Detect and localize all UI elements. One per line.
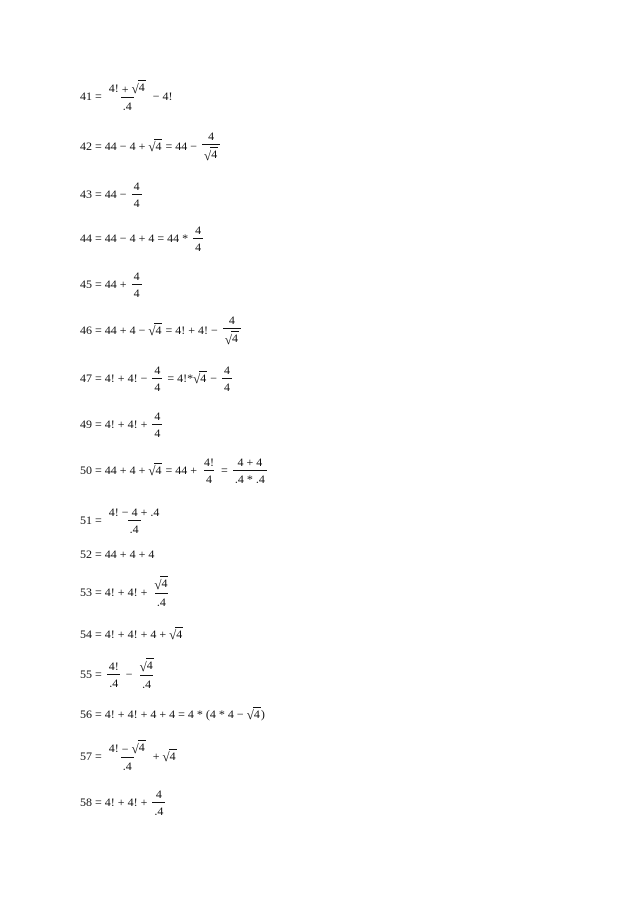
term: 45 — [80, 276, 92, 291]
term: 43 — [80, 186, 92, 201]
operator: = — [95, 370, 102, 385]
equation-51 — [80, 504, 163, 536]
operator: + — [138, 230, 146, 245]
term: 4! — [104, 584, 115, 599]
operator: = — [95, 276, 102, 291]
term: 4 — [150, 626, 157, 641]
denominator — [193, 238, 203, 253]
operator: − — [119, 186, 127, 201]
operator: = — [95, 88, 102, 103]
equation-41 — [80, 80, 173, 113]
radical-sign-icon: √ — [139, 658, 147, 674]
fraction — [152, 410, 162, 439]
term: .4 — [154, 803, 164, 818]
operator: * — [196, 706, 203, 721]
radical-sign-icon: √ — [162, 749, 170, 765]
numerator — [222, 364, 232, 378]
operator: + — [117, 626, 125, 641]
term: 4! — [104, 370, 115, 385]
operator: + — [140, 706, 148, 721]
operator: = — [95, 322, 102, 337]
term: 4 — [208, 129, 215, 144]
term: 4 — [187, 706, 194, 721]
term: 4! — [127, 416, 138, 431]
denominator — [140, 675, 153, 690]
numerator — [193, 224, 203, 238]
operator: + — [117, 416, 125, 431]
equation-47 — [80, 362, 234, 394]
fraction — [107, 80, 148, 111]
term: 4 — [133, 268, 140, 283]
operator: * — [182, 230, 189, 245]
equation-53 — [80, 576, 172, 609]
term: 4!* — [177, 370, 194, 385]
denominator — [132, 194, 142, 209]
operator: − — [119, 230, 127, 245]
term: 4 — [133, 285, 140, 300]
operator: + — [159, 626, 167, 641]
radicand: 4 — [146, 658, 153, 673]
operator: + — [119, 462, 127, 477]
equation-58 — [80, 786, 167, 818]
term: 4! — [127, 794, 138, 809]
radicand: 4 — [231, 331, 238, 346]
term: 4 — [224, 362, 231, 377]
operator: + — [140, 584, 148, 599]
denominator — [223, 328, 241, 345]
term: 46 — [80, 322, 92, 337]
denominator — [202, 144, 220, 161]
operator: + — [246, 454, 254, 469]
square-root — [132, 740, 146, 754]
term: 4! — [104, 706, 115, 721]
term: 4 — [169, 706, 176, 721]
denominator — [233, 470, 267, 485]
denominator — [152, 378, 162, 393]
term: .4 — [129, 521, 139, 536]
radical-sign-icon: √ — [154, 576, 162, 592]
term: 4! — [108, 741, 119, 756]
term: 44 — [104, 138, 117, 153]
term: 4 — [154, 362, 161, 377]
term: 4 — [129, 462, 136, 477]
equation-57 — [80, 740, 177, 773]
square-root — [169, 627, 183, 641]
operator: − — [121, 741, 129, 756]
term: 4! — [104, 626, 115, 641]
term: 57 — [80, 748, 92, 763]
radicand: 4 — [169, 748, 176, 763]
square-root — [148, 463, 162, 477]
term: 44 — [104, 546, 117, 561]
term: .4 — [122, 98, 132, 113]
term: 4 — [129, 322, 136, 337]
fraction — [132, 270, 142, 299]
operator: + — [140, 794, 148, 809]
operator: + — [121, 81, 129, 96]
term: 4 — [256, 454, 263, 469]
equation-50 — [80, 454, 269, 486]
operator: = — [167, 370, 175, 385]
operator: − — [210, 370, 218, 385]
term: .4 — [156, 594, 166, 609]
square-root — [140, 658, 154, 672]
term: 53 — [80, 584, 92, 599]
denominator — [152, 424, 162, 439]
term: 4! — [204, 454, 215, 469]
term: 4! — [175, 322, 186, 337]
term: 4 — [150, 706, 157, 721]
term: 4 — [209, 706, 216, 721]
numerator — [206, 130, 216, 144]
operator: = — [95, 626, 102, 641]
operator: + — [138, 546, 146, 561]
square-root — [154, 576, 168, 590]
radical-sign-icon: √ — [204, 147, 212, 163]
denominator — [132, 284, 142, 299]
operator: = — [95, 462, 102, 477]
denominator — [222, 378, 232, 393]
radical-sign-icon: √ — [148, 323, 156, 339]
term: 4! — [198, 322, 209, 337]
equation-42 — [80, 129, 222, 163]
term: 4! — [127, 584, 138, 599]
operator: = — [95, 748, 102, 763]
operator: + — [159, 706, 167, 721]
operator: − — [152, 88, 160, 103]
numerator — [152, 364, 162, 378]
term: 44 — [104, 462, 117, 477]
term: 50 — [80, 462, 92, 477]
operator: + — [188, 322, 196, 337]
equation-52 — [80, 542, 154, 566]
term: 44 — [104, 230, 117, 245]
term: 44 — [80, 230, 92, 245]
term: 58 — [80, 794, 92, 809]
term: 4 — [131, 504, 138, 519]
operator: + — [117, 706, 125, 721]
operator: + — [190, 462, 198, 477]
fraction — [107, 506, 162, 535]
operator: = — [221, 462, 228, 477]
term: 4 — [224, 379, 231, 394]
term: 4 — [195, 239, 202, 254]
term: 4 — [237, 454, 244, 469]
operator: + — [140, 416, 148, 431]
term: .4 — [150, 504, 160, 519]
term: 4 — [154, 425, 161, 440]
operator: = — [95, 794, 102, 809]
term: 44 — [104, 276, 117, 291]
term: 4! — [108, 81, 119, 96]
equation-55 — [80, 658, 158, 691]
term: 4 — [227, 706, 234, 721]
square-root — [132, 80, 146, 94]
fraction — [202, 130, 220, 161]
term: 4! — [104, 794, 115, 809]
term: 4 — [148, 546, 155, 561]
term: .4 — [142, 676, 152, 691]
equation-45 — [80, 268, 144, 300]
term: 44 — [104, 186, 117, 201]
term: 4 — [155, 786, 162, 801]
operator: − — [211, 322, 218, 337]
numerator — [132, 180, 142, 194]
operator: − — [236, 706, 244, 721]
radicand: 4 — [200, 370, 207, 385]
numerator — [152, 410, 162, 424]
square-root — [193, 371, 207, 385]
operator: = — [95, 230, 102, 245]
square-root — [225, 331, 239, 345]
radical-sign-icon: √ — [224, 331, 232, 347]
operator: + — [138, 138, 146, 153]
operator: = — [95, 512, 102, 527]
equation-46 — [80, 313, 243, 347]
operator: = — [95, 186, 102, 201]
term: 49 — [80, 416, 92, 431]
numerator — [227, 314, 237, 328]
term: 4 — [195, 222, 202, 237]
numerator — [132, 270, 142, 284]
numerator — [235, 456, 264, 470]
fraction — [107, 740, 148, 771]
numerator — [107, 660, 121, 674]
operator: − — [125, 666, 133, 681]
numerator — [138, 658, 156, 674]
operator: + — [117, 584, 125, 599]
numerator — [152, 576, 170, 592]
term: 55 — [80, 666, 92, 681]
fraction — [222, 364, 232, 393]
radicand: 4 — [155, 138, 162, 153]
operator: = — [157, 230, 165, 245]
radicand: 4 — [155, 322, 162, 337]
denominator — [121, 97, 134, 112]
term: 4 — [148, 230, 155, 245]
term: 44 — [167, 230, 180, 245]
term: 4 — [129, 546, 136, 561]
term: 47 — [80, 370, 92, 385]
fraction — [152, 364, 162, 393]
term: 4! — [162, 88, 173, 103]
numerator — [107, 740, 148, 756]
denominator — [155, 593, 168, 608]
term: 44 — [175, 138, 188, 153]
operator: * — [218, 706, 225, 721]
equation-49 — [80, 408, 164, 440]
operator: = — [95, 416, 102, 431]
operator: = — [165, 322, 173, 337]
square-root — [204, 147, 218, 161]
denominator — [107, 674, 120, 689]
term: .4 — [122, 758, 132, 773]
operator: + — [119, 276, 127, 291]
radical-sign-icon: √ — [131, 740, 139, 756]
radical-sign-icon: √ — [246, 707, 254, 723]
fraction — [132, 180, 142, 209]
equation-56 — [80, 702, 265, 726]
term: 4 — [133, 195, 140, 210]
term: .4 — [255, 471, 265, 486]
term: 56 — [80, 706, 92, 721]
term: 44 — [104, 322, 117, 337]
operator: = — [95, 584, 102, 599]
operator: + — [119, 322, 127, 337]
term: .4 — [109, 675, 119, 690]
operator: + — [140, 504, 148, 519]
operator: + — [140, 626, 148, 641]
fraction — [223, 314, 241, 345]
operator: = — [165, 462, 173, 477]
operator: − — [138, 322, 146, 337]
term: 4 — [129, 230, 136, 245]
fraction — [202, 456, 216, 485]
term: 4 — [206, 471, 213, 486]
fraction — [152, 576, 170, 607]
radicand: 4 — [253, 706, 260, 721]
term: 52 — [80, 546, 92, 561]
fraction — [152, 788, 165, 817]
term: 4 — [228, 313, 235, 328]
fraction — [193, 224, 203, 253]
operator: − — [140, 370, 148, 385]
radical-sign-icon: √ — [193, 371, 201, 387]
term: 42 — [80, 138, 92, 153]
numerator — [154, 788, 164, 802]
term: 41 — [80, 88, 92, 103]
operator: − — [121, 504, 129, 519]
radicand: 4 — [211, 147, 218, 162]
term: 4! — [104, 416, 115, 431]
term: 4! — [108, 658, 119, 673]
term: 4 — [154, 408, 161, 423]
operator: = — [95, 138, 102, 153]
operator: = — [95, 546, 102, 561]
operator: = — [178, 706, 185, 721]
term: 4! — [108, 504, 119, 519]
equation-43 — [80, 178, 144, 210]
radical-sign-icon: √ — [148, 139, 156, 155]
radicand: 4 — [176, 626, 183, 641]
radical-sign-icon: √ — [148, 463, 156, 479]
operator: + — [119, 546, 127, 561]
term: 44 — [175, 462, 188, 477]
square-root — [162, 749, 176, 763]
operator: = — [95, 706, 102, 721]
term: ( — [205, 706, 210, 721]
radicand: 4 — [155, 462, 162, 477]
radicand: 4 — [161, 576, 168, 591]
operator: + — [117, 794, 125, 809]
radicand: 4 — [138, 80, 145, 95]
term: ) — [260, 706, 265, 721]
operator: = — [95, 666, 102, 681]
denominator — [152, 802, 165, 817]
numerator — [202, 456, 216, 470]
term: .4 — [234, 471, 244, 486]
fraction — [233, 456, 267, 485]
square-root — [148, 323, 162, 337]
term: 54 — [80, 626, 92, 641]
radical-sign-icon: √ — [131, 80, 139, 96]
denominator — [204, 470, 214, 485]
numerator — [107, 80, 148, 96]
operator: + — [117, 370, 125, 385]
equation-44 — [80, 222, 205, 254]
operator: − — [119, 138, 127, 153]
square-root — [247, 707, 261, 721]
operator: * — [246, 471, 253, 486]
term: 4! — [127, 706, 138, 721]
term: 4 — [133, 178, 140, 193]
denominator — [128, 520, 141, 535]
operator: − — [190, 138, 198, 153]
term: 4 — [154, 379, 161, 394]
square-root — [148, 139, 162, 153]
radical-sign-icon: √ — [169, 627, 177, 643]
fraction — [138, 658, 156, 689]
operator: + — [152, 748, 160, 763]
numerator — [107, 506, 162, 520]
operator: + — [138, 462, 146, 477]
denominator — [121, 757, 134, 772]
radicand: 4 — [138, 740, 145, 755]
fraction — [107, 660, 121, 689]
term: 4! — [127, 370, 138, 385]
equation-54 — [80, 622, 183, 646]
term: 4! — [127, 626, 138, 641]
term: 51 — [80, 512, 92, 527]
operator: = — [165, 138, 173, 153]
term: 4 — [129, 138, 136, 153]
